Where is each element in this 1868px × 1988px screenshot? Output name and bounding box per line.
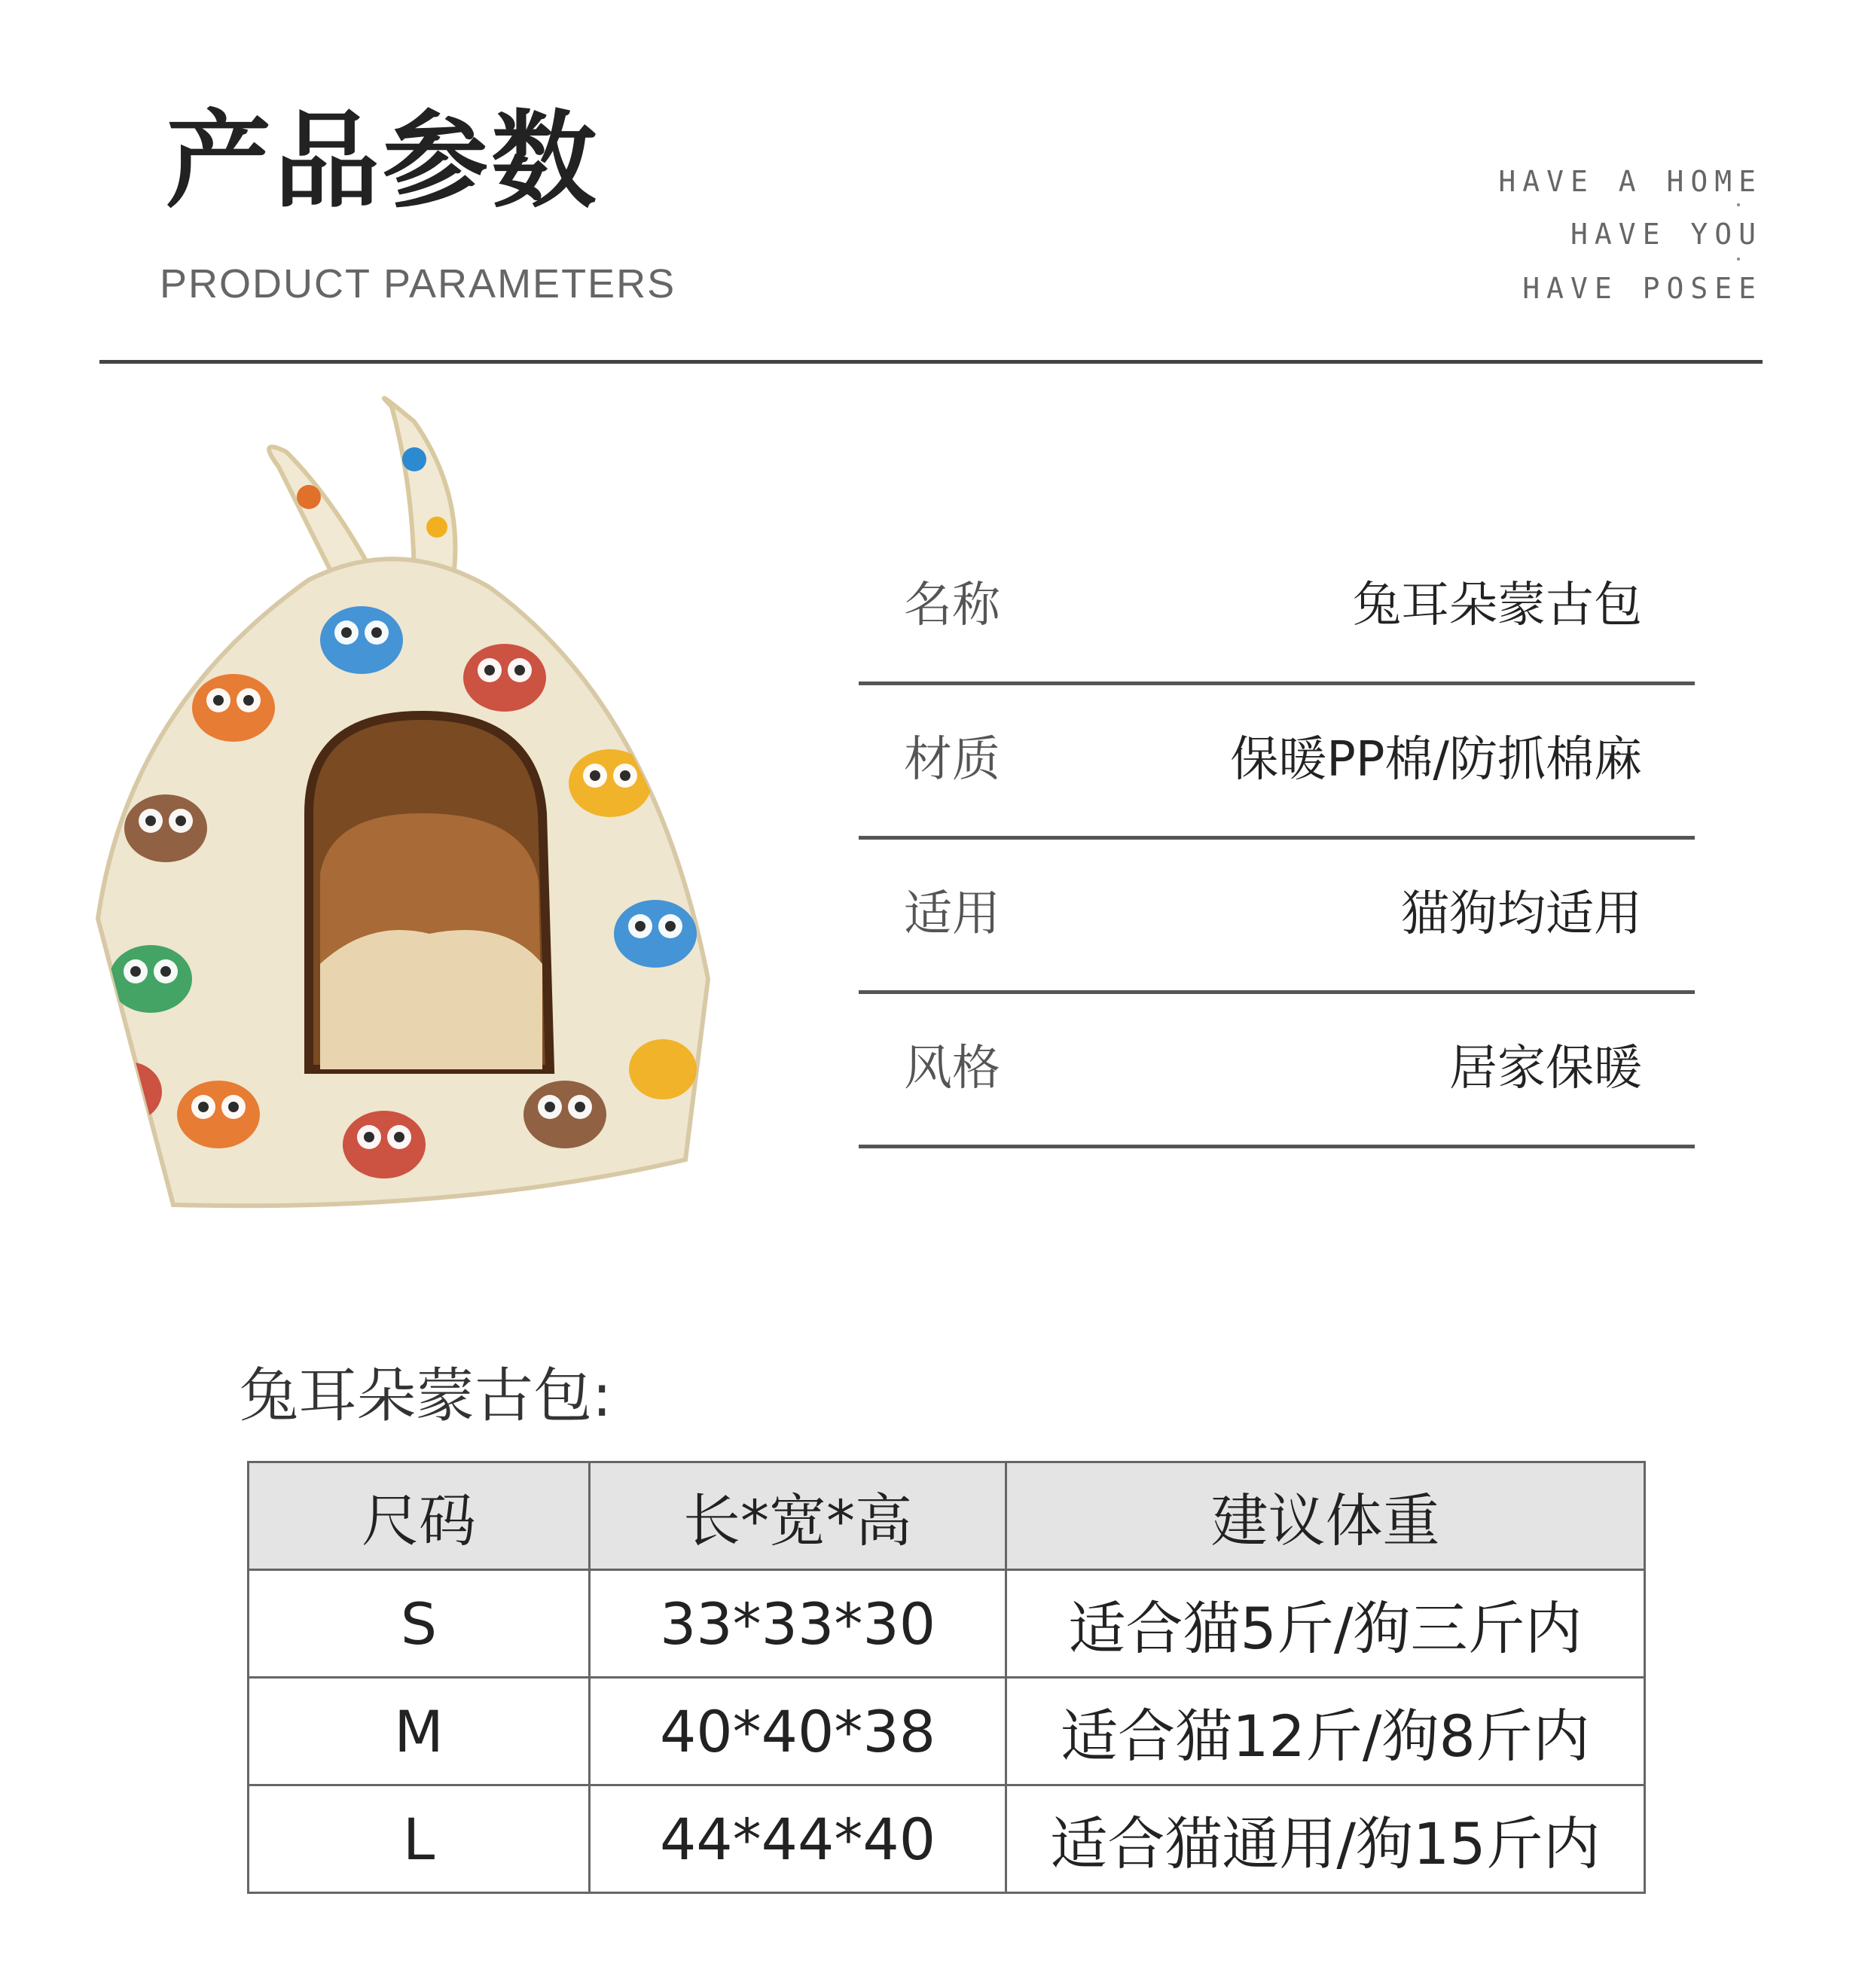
table-cell: 适合猫通用/狗15斤内 [1006,1785,1645,1893]
table-cell: 44*44*40 [590,1785,1006,1893]
header-divider [99,360,1763,364]
spec-value: 猫狗均适用 [1401,886,1642,942]
tagline-line-3: HAVE POSEE [1522,272,1763,305]
tagline-line-2: HAVE YOU [1570,218,1763,251]
tagline-line-1: HAVE A HOME [1498,165,1763,198]
table-row [249,1570,1645,1678]
table-cell: 33*33*30 [590,1570,1006,1678]
spec-value: 兔耳朵蒙古包 [1353,578,1642,633]
table-cell: S [249,1570,590,1678]
spec-label: 材质 [904,732,1000,788]
table-header: 尺码 [249,1462,590,1570]
table-row [249,1785,1645,1893]
spec-label: 名称 [904,578,1000,633]
owl-pattern-pet-tent-icon [83,392,798,1235]
spec-value: 保暖PP棉/防抓棉麻 [1230,732,1642,788]
tagline-dot [1737,258,1740,261]
table-cell: 40*40*38 [590,1678,1006,1785]
spec-label: 风格 [904,1041,1000,1096]
table-row [249,1678,1645,1785]
page-title: 产品参数 [166,100,600,223]
spec-row-material [859,681,1695,840]
table-header: 建议体重 [1006,1462,1645,1570]
spec-value: 居家保暖 [1449,1041,1642,1096]
spec-row-suitable [859,836,1695,994]
table-cell: L [249,1785,590,1893]
table-header: 长*宽*高 [590,1462,1006,1570]
size-table-title: 兔耳朵蒙古包: [240,1362,612,1430]
table-cell: 适合猫5斤/狗三斤内 [1006,1570,1645,1678]
spec-row-style [859,990,1695,1148]
tagline-dot [1737,203,1740,206]
page-subtitle: PRODUCT PARAMETERS [160,261,676,306]
table-cell: 适合猫12斤/狗8斤内 [1006,1678,1645,1785]
spec-label: 适用 [904,886,1000,942]
size-table [247,1461,1646,1894]
table-header-row [249,1462,1645,1570]
spec-row-name [859,527,1695,685]
table-cell: M [249,1678,590,1785]
